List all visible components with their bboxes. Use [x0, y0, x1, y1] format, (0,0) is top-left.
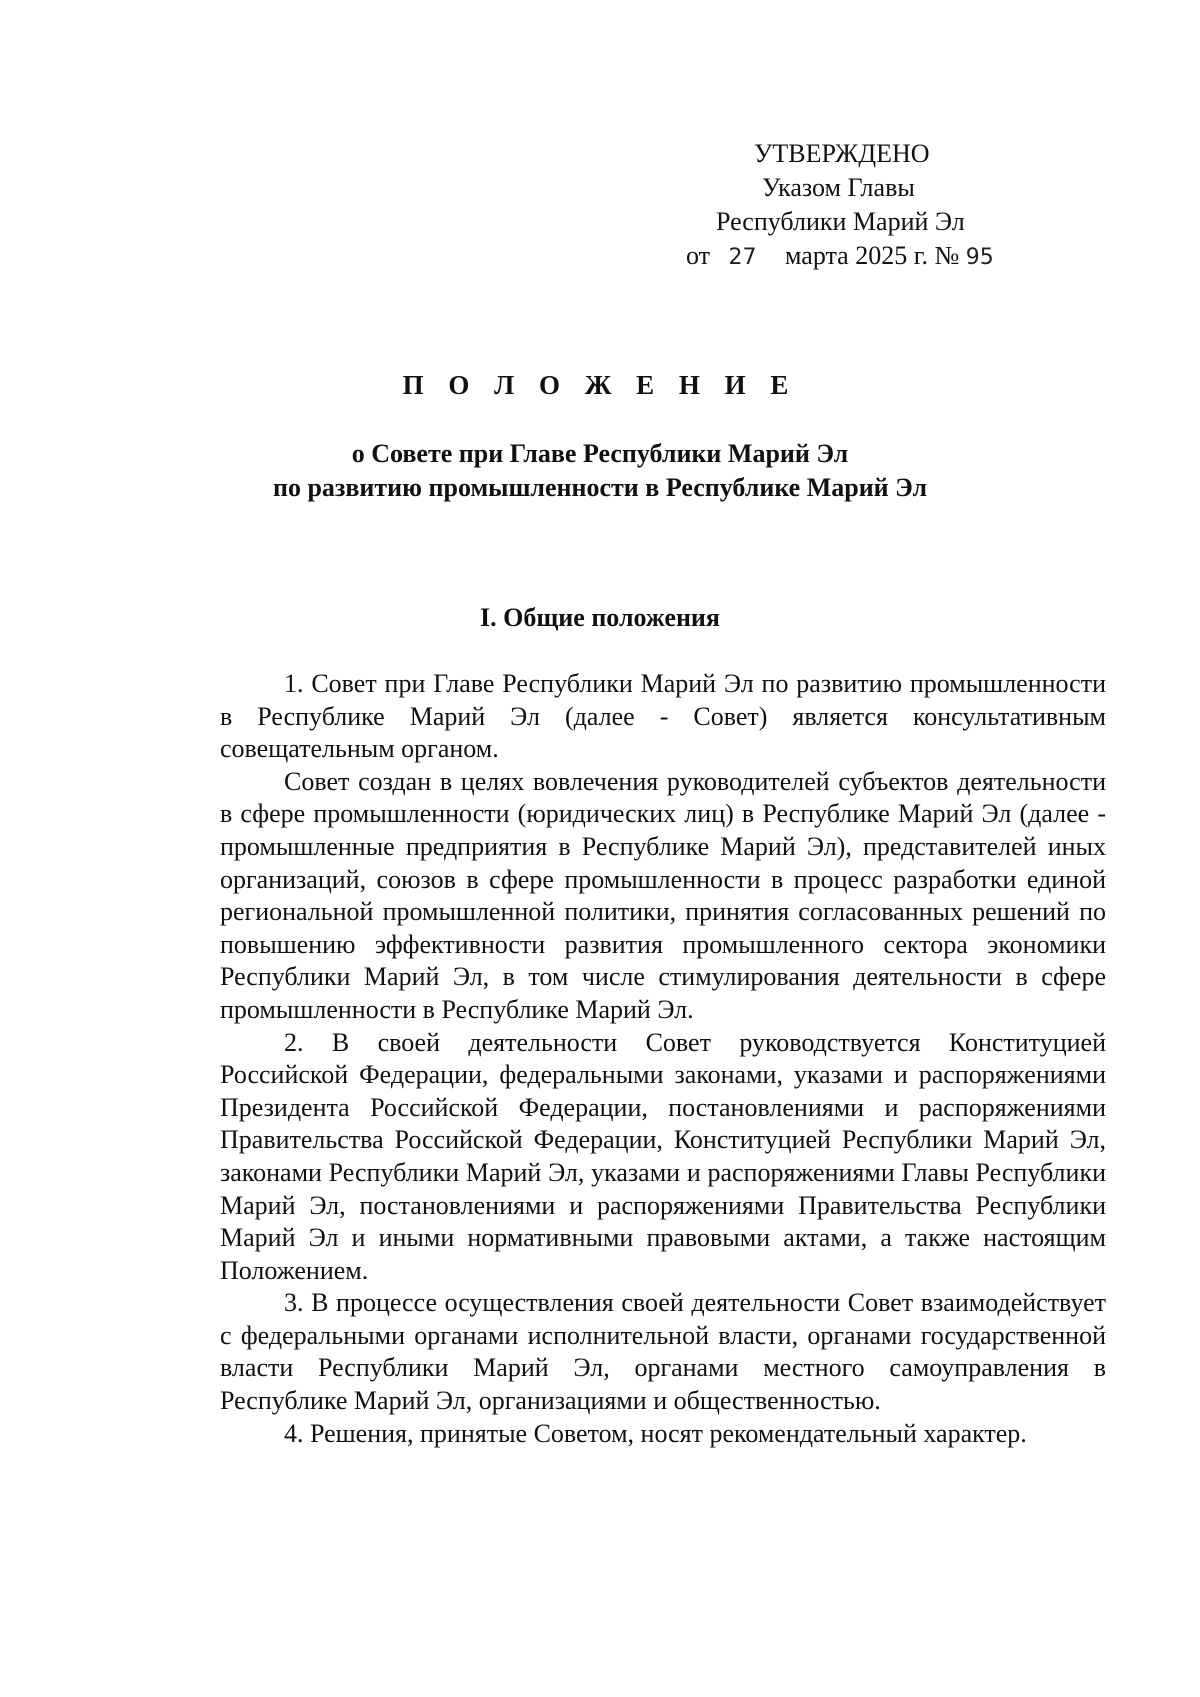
paragraph-1: 1. Совет при Главе Республики Марий Эл по развитию промышленности в Республике Марий Эл (далее - Совет) является консультативным совещательным органом.	[220, 669, 1106, 764]
section-body	[220, 668, 1106, 1450]
approval-date-line	[686, 239, 1046, 275]
paragraph-2: Совет создан в целях вовлечения руководителей субъектов деятельности в сфере промышленности (юридических лиц) в Республике Марий Эл (далее - промышленные предприятия в Республике Марий Эл), представителей иных организаций, союзов в сфере промышленности в процесс разработки единой региональной промышленной политики, принятия согласованных решений по повышению эффективности развития промышленного сектора экономики Республики Марий Эл, в том числе стимулирования деятельности в сфере промышленности в Республике Марий Эл.	[220, 766, 1106, 1024]
approval-date-prefix: от	[686, 241, 711, 270]
approval-month-year: марта 2025 г. №	[785, 241, 960, 270]
approval-block	[686, 137, 1046, 275]
paragraph-3: 2. В своей деятельности Совет руководствуется Конституцией Российской Федерации, федеральными законами, указами и распоряжениями Президента Российской Федерации, постановлениями и распоряжениями Правительства Российской Федерации, Конституцией Республики Марий Эл, законами Республики Марий Эл, указами и распоряжениями Главы Республики Марий Эл, постановлениями и распоряжениями Правительства Республики Марий Эл и иными нормативными правовыми актами, а также настоящим Положением.	[220, 1027, 1106, 1285]
approval-heading: УТВЕРЖДЕНО	[754, 139, 930, 168]
subtitle-line-2: по развитию промышленности в Республике Марий Эл	[272, 473, 928, 502]
approval-number: 95	[965, 245, 994, 270]
paragraph-4: 3. В процессе осуществления своей деятельности Совет взаимодействует с федеральными органами исполнительной власти, органами государственной власти Республики Марий Эл, органами местного самоуправления в Республике Марий Эл, организациями и общественностью.	[220, 1288, 1106, 1416]
section-heading: I. Общие положения	[480, 603, 720, 632]
approval-republic: Республики Марий Эл	[716, 207, 965, 236]
paragraph-5: 4. Решения, принятые Советом, носят рекомендательный характер.	[284, 1418, 1027, 1448]
approval-day: 27	[728, 245, 757, 270]
document-subtitle	[0, 437, 1200, 505]
approval-by-decree: Указом Главы	[762, 173, 915, 202]
subtitle-line-1: о Совете при Главе Республики Марий Эл	[351, 439, 849, 468]
document-title: П О Л О Ж Е Н И Е	[402, 370, 798, 400]
